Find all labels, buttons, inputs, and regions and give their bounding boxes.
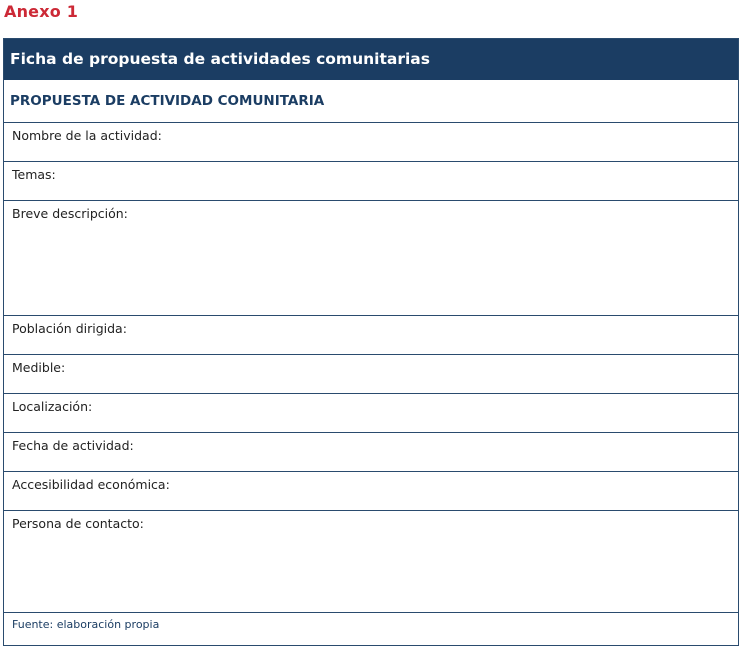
form-section-title: PROPUESTA DE ACTIVIDAD COMUNITARIA (4, 80, 738, 123)
field-label: Persona de contacto: (12, 516, 144, 531)
field-label: Nombre de la actividad: (12, 128, 162, 143)
field-label: Medible: (12, 360, 66, 375)
field-location[interactable] (4, 394, 738, 433)
field-label: Fecha de actividad: (12, 438, 134, 453)
field-activity-date[interactable] (4, 433, 738, 472)
field-label: Breve descripción: (12, 206, 128, 221)
activity-proposal-form (3, 38, 739, 646)
form-header: Ficha de propuesta de actividades comunitarias (4, 39, 738, 80)
field-label: Temas: (12, 167, 56, 182)
field-description[interactable] (4, 201, 738, 316)
field-contact-person[interactable] (4, 511, 738, 613)
field-label: Accesibilidad económica: (12, 477, 170, 492)
source-note: Fuente: elaboración propia (12, 618, 160, 631)
field-measurable[interactable] (4, 355, 738, 394)
field-topics[interactable] (4, 162, 738, 201)
field-label: Población dirigida: (12, 321, 127, 336)
field-label: Localización: (12, 399, 93, 414)
field-target-population[interactable] (4, 316, 738, 355)
annex-title: Anexo 1 (4, 2, 79, 21)
field-economic-accessibility[interactable] (4, 472, 738, 511)
field-activity-name[interactable] (4, 123, 738, 162)
